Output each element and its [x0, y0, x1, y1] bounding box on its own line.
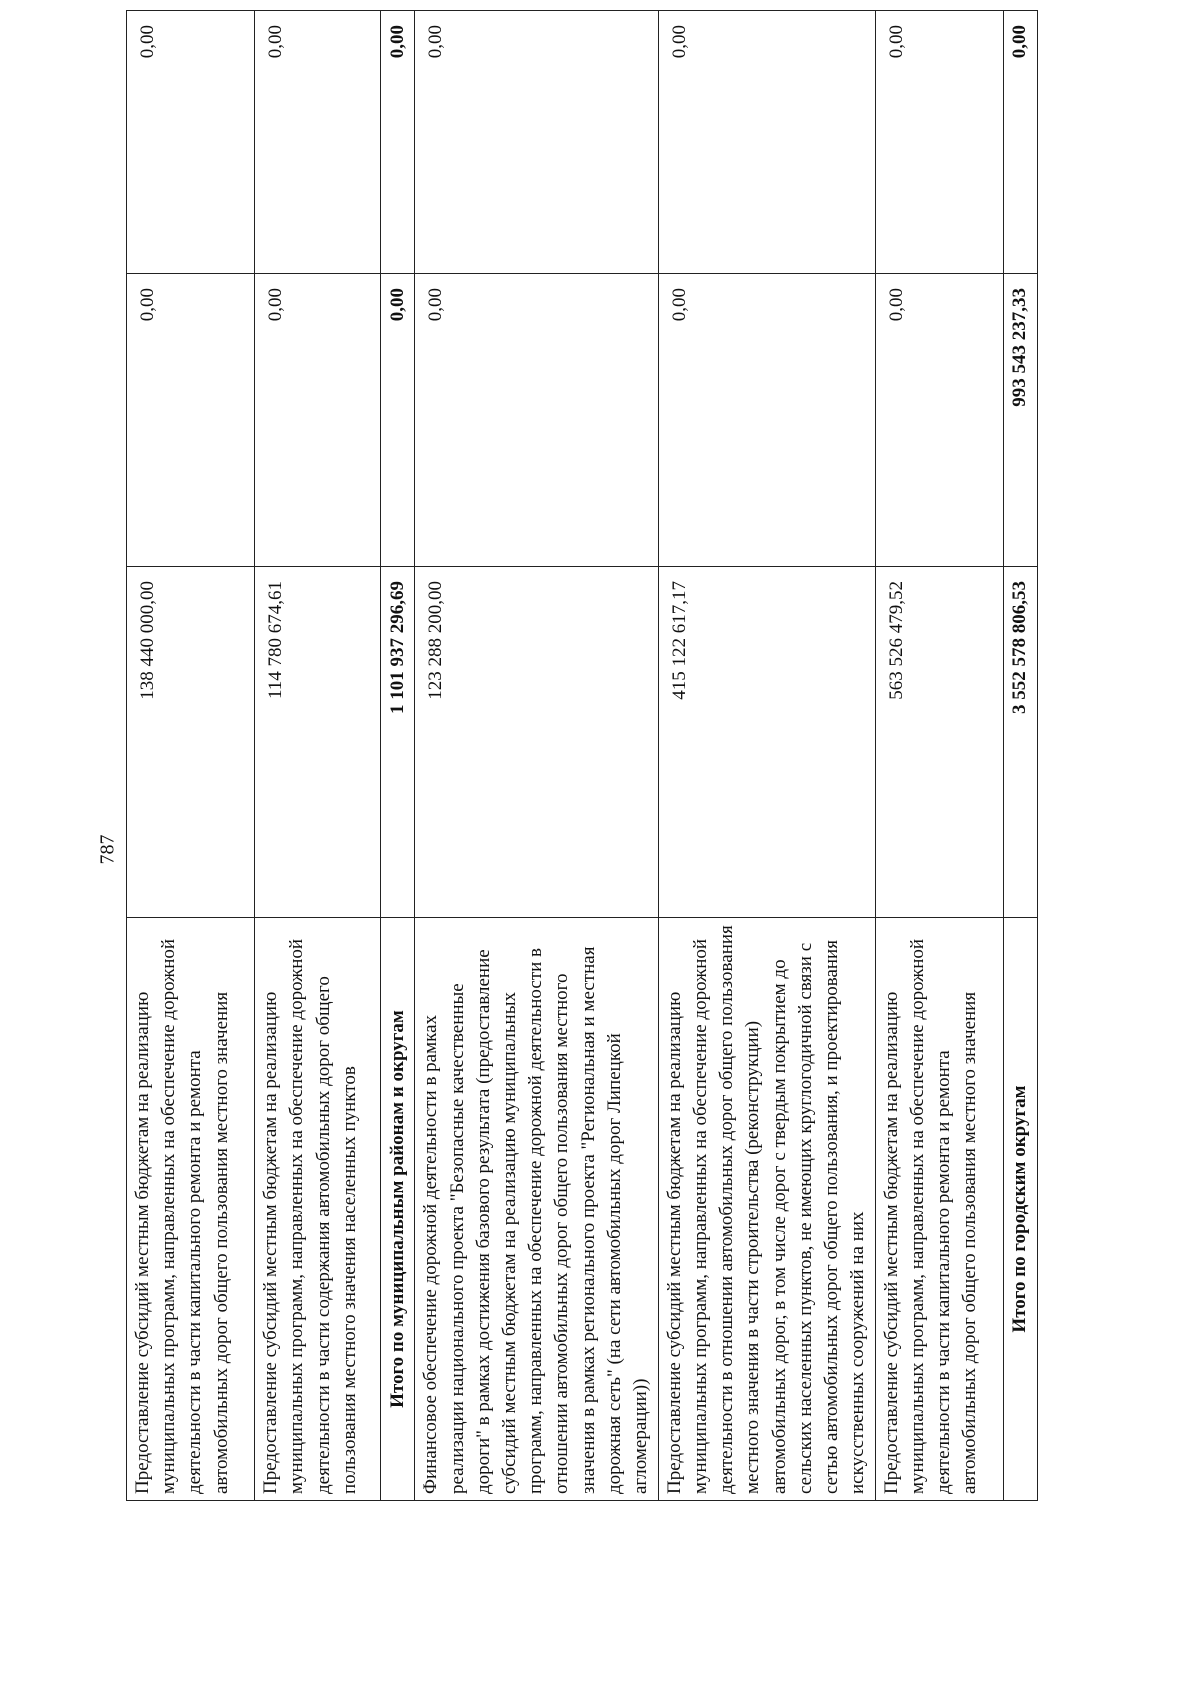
row-description: Предоставление субсидий местным бюджетам на реализацию муниципальных программ, направленных на обеспечение дорожной деятельности в части капитального ремонта и ремонта автомобильных дорог общего пользования местного значения: [127, 918, 255, 1501]
row-value-3: 0,00: [875, 11, 1003, 274]
budget-table-container: [126, 25, 1038, 1501]
row-value-1: 415 122 617,17: [658, 567, 875, 918]
total-value-2: 993 543 237,33: [1003, 274, 1037, 567]
row-value-2: 0,00: [255, 274, 381, 567]
total-value-3: 0,00: [1003, 11, 1037, 274]
row-value-2: 0,00: [415, 274, 658, 567]
row-value-2: 0,00: [127, 274, 255, 567]
table-row-total: [381, 11, 415, 1501]
row-description: Финансовое обеспечение дорожной деятельности в рамках реализации национального проекта "Безопасные качественные дороги" в рамках достижения базового результата (предоставление субсидий местным бюджетам на реализацию муниципальных программ, направленных на обеспечение дорожной деятельности в отношении автомобильных дорог общего пользования местного значения в рамках регионального проекта "Региональная и местная дорожная сеть" (на сети автомобильных дорог Липецкой агломерации)): [415, 918, 658, 1501]
total-value-3: 0,00: [381, 11, 415, 274]
total-label: Итого по муниципальным районам и округам: [381, 918, 415, 1501]
row-value-1: 114 780 674,61: [255, 567, 381, 918]
table-row: [658, 11, 875, 1501]
row-value-3: 0,00: [255, 11, 381, 274]
total-value-1: 1 101 937 296,69: [381, 567, 415, 918]
total-label: Итого по городским округам: [1003, 918, 1037, 1501]
total-value-1: 3 552 578 806,53: [1003, 567, 1037, 918]
table-row-total: [1003, 11, 1037, 1501]
table-row: [415, 11, 658, 1501]
table-row: [127, 11, 255, 1501]
row-value-3: 0,00: [127, 11, 255, 274]
row-description: Предоставление субсидий местным бюджетам на реализацию муниципальных программ, направленных на обеспечение дорожной деятельности в отношении автомобильных дорог общего пользования местного значения в части строительства (реконструкции) автомобильных дорог, в том числе дорог с твердым покрытием до сельских населенных пунктов, не имеющих круглогодичной связи с сетью автомобильных дорог общего пользования, и проектирования искусственных сооружений на них: [658, 918, 875, 1501]
row-value-2: 0,00: [658, 274, 875, 567]
page-number: 787: [96, 834, 119, 865]
total-value-2: 0,00: [381, 274, 415, 567]
row-description: Предоставление субсидий местным бюджетам на реализацию муниципальных программ, направленных на обеспечение дорожной деятельности в части содержания автомобильных дорог общего пользования местного значения населенных пунктов: [255, 918, 381, 1501]
row-value-1: 123 288 200,00: [415, 567, 658, 918]
row-value-1: 563 526 479,52: [875, 567, 1003, 918]
row-value-3: 0,00: [415, 11, 658, 274]
row-value-3: 0,00: [658, 11, 875, 274]
table-row: [255, 11, 381, 1501]
budget-table: [126, 10, 1038, 1501]
row-value-1: 138 440 000,00: [127, 567, 255, 918]
row-value-2: 0,00: [875, 274, 1003, 567]
table-row: [875, 11, 1003, 1501]
row-description: Предоставление субсидий местным бюджетам на реализацию муниципальных программ, направленных на обеспечение дорожной деятельности в части капитального ремонта и ремонта автомобильных дорог общего пользования местного значения: [875, 918, 1003, 1501]
